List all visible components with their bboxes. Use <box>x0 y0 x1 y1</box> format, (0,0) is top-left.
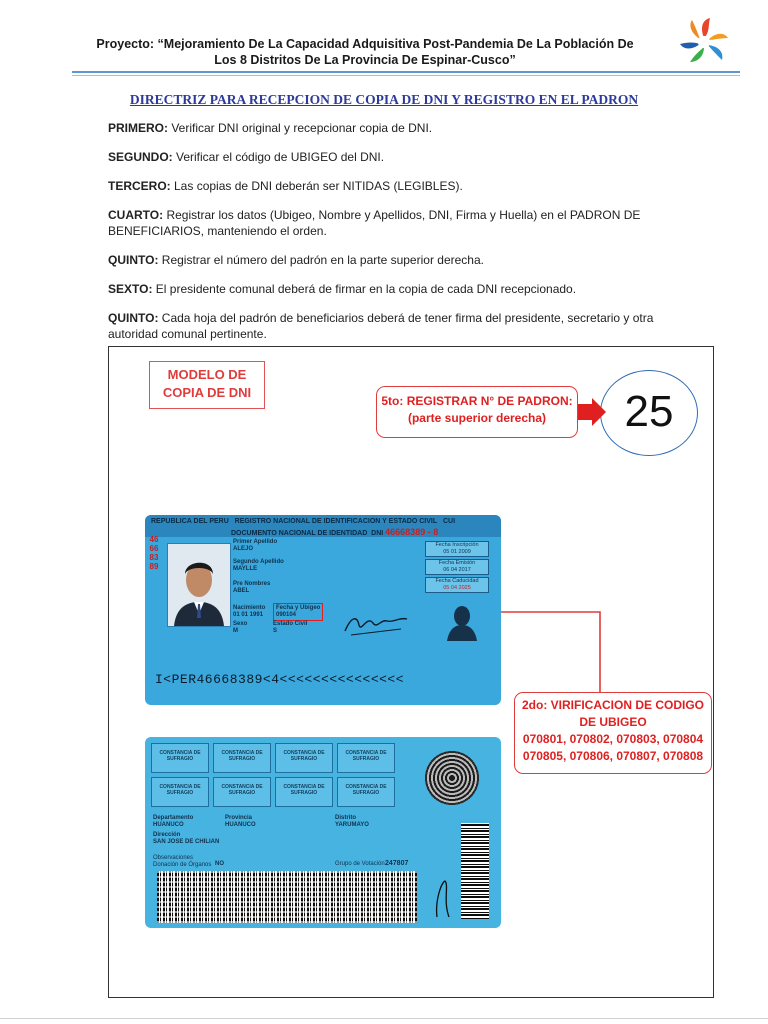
step-item <box>108 120 688 136</box>
ubigeo-value: 090104 <box>276 612 297 618</box>
dni-doc-name: DOCUMENTO NACIONAL DE IDENTIDAD <box>231 530 368 537</box>
padron-number: 25 <box>624 387 674 436</box>
dni-mrz <box>155 645 495 705</box>
observaciones-label: Observaciones <box>153 855 194 861</box>
distrito: YARUMAYO <box>335 822 369 828</box>
dni-country: REPUBLICA DEL PERU <box>151 518 229 525</box>
padron-callout-line2: (parte superior derecha) <box>407 411 547 425</box>
pdf417-barcode-icon <box>157 871 417 923</box>
vote-cell: CONSTANCIA DE SUFRAGIO <box>275 743 333 773</box>
project-title-line1: Proyecto: “Mejoramiento De La Capacidad Adquisitiva Post-Pandemia De La Población De <box>96 37 634 51</box>
departamento: HUANUCO <box>153 822 184 828</box>
segundo-apellido: MAYLLE <box>233 566 258 572</box>
donacion-label: Donación de Órganos <box>153 862 212 868</box>
step-item <box>108 178 688 194</box>
dni-front-card <box>145 515 501 705</box>
step-key: TERCERO: <box>108 179 171 193</box>
fingerprint-icon <box>421 745 483 811</box>
fecha-caducidad-box <box>425 577 489 593</box>
step-key: SEGUNDO: <box>108 150 173 164</box>
header-divider <box>72 71 740 73</box>
provincia: HUANUCO <box>225 822 256 828</box>
step-text: Las copias de DNI deberán ser NITIDAS (LEGIBLES). <box>170 179 463 193</box>
estado-civil: S <box>273 628 278 634</box>
nacimiento: 01 01 1991 <box>233 612 264 618</box>
project-logo-icon <box>672 14 736 70</box>
pre-nombres: ABEL <box>233 588 250 594</box>
ghost-photo-icon <box>445 603 479 641</box>
step-item <box>108 310 688 342</box>
grupo-label: Grupo de Votación <box>335 861 385 867</box>
project-title-line2: Los 8 Distritos De La Provincia De Espinar-Cusco” <box>214 53 516 67</box>
direccion-label: Dirección <box>153 832 181 838</box>
padron-callout <box>376 386 578 438</box>
dni-label: DNI <box>371 530 384 537</box>
pre-nombres-label: Pre Nombres <box>233 581 271 587</box>
fecha-inscripcion-box <box>425 541 489 557</box>
distrito-label: Distrito <box>335 815 356 821</box>
step-text: Verificar el código de UBIGEO del DNI. <box>172 150 385 164</box>
fecha-emision-label: Fecha Emisión <box>438 560 476 566</box>
model-label-line1: MODELO DE <box>167 367 247 382</box>
padron-callout-line1: 5to: REGISTRAR N° DE PADRON: <box>381 394 573 408</box>
step-key: SEXTO: <box>108 282 153 296</box>
vote-cell: CONSTANCIA DE SUFRAGIO <box>337 777 395 807</box>
dni-front-header <box>145 515 501 537</box>
vote-cell: CONSTANCIA DE SUFRAGIO <box>275 777 333 807</box>
step-text: Cada hoja del padrón de beneficiarios deberá de tener firma del presidente, secretario y otra autoridad comunal pertinente. <box>108 311 654 341</box>
primer-apellido: ALEJO <box>233 546 254 552</box>
dni-side-number: 46668389 <box>149 535 159 571</box>
vote-cell: CONSTANCIA DE SUFRAGIO <box>151 777 209 807</box>
departamento-label: Departamento <box>153 815 194 821</box>
estado-civil-label: Estado Civil <box>273 621 308 627</box>
fecha-emision-box <box>425 559 489 575</box>
ubigeo-callout-line4: 070805, 070806, 070807, 070808 <box>522 749 704 763</box>
provincia-label: Provincia <box>225 815 253 821</box>
direccion: SAN JOSE DE CHILIAN <box>153 839 220 845</box>
dni-number: 46668389 - 8 <box>385 527 439 537</box>
dni-photo <box>167 543 231 627</box>
step-key: PRIMERO: <box>108 121 168 135</box>
step-key: CUARTO: <box>108 208 164 222</box>
vote-stamp-grid <box>151 743 401 811</box>
fecha-caducidad-label: Fecha Caducidad <box>435 578 479 584</box>
vote-cell: CONSTANCIA DE SUFRAGIO <box>337 743 395 773</box>
ubigeo-label: Fecha y Ubigeo <box>276 605 321 611</box>
step-item <box>108 207 688 239</box>
fecha-inscripcion-label: Fecha Inscripción <box>435 542 479 548</box>
fecha-emision: 06 04 2017 <box>443 566 471 573</box>
primer-apellido-label: Primer Apellido <box>233 539 278 545</box>
person-photo-icon <box>168 544 230 626</box>
step-text: El presidente comunal deberá de firmar en la copia de cada DNI recepcionado. <box>152 282 577 296</box>
ubigeo-callout <box>514 692 712 774</box>
step-text: Registrar los datos (Ubigeo, Nombre y Apellidos, DNI, Firma y Huella) en el PADRON DE BENEFICIARIOS, manteniendo el orden. <box>108 208 641 238</box>
page-bottom-edge <box>0 1018 768 1019</box>
step-key: QUINTO: <box>108 253 159 267</box>
vote-cell: CONSTANCIA DE SUFRAGIO <box>213 743 271 773</box>
ubigeo-callout-line1: 2do: VIRIFICACION DE CODIGO <box>521 698 704 712</box>
step-item <box>108 149 688 165</box>
step-text: Registrar el número del padrón en la parte superior derecha. <box>158 253 484 267</box>
ubigeo-field <box>273 603 323 621</box>
directive-title: DIRECTRIZ PARA RECEPCION DE COPIA DE DNI Y REGISTRO EN EL PADRON <box>129 92 639 107</box>
dni-registry: REGISTRO NACIONAL DE IDENTIFICACION Y ESTADO CIVIL <box>234 518 438 525</box>
step-item <box>108 252 688 268</box>
segundo-apellido-label: Segundo Apellido <box>233 559 284 565</box>
step-key: QUINTO: <box>108 311 159 325</box>
back-signature-icon <box>431 877 455 921</box>
vote-cell: CONSTANCIA DE SUFRAGIO <box>151 743 209 773</box>
dni-cui-label: CUI <box>442 518 456 525</box>
vote-cell: CONSTANCIA DE SUFRAGIO <box>213 777 271 807</box>
signature-icon <box>341 611 411 639</box>
sexo-label: Sexo <box>233 621 248 627</box>
step-item <box>108 281 688 297</box>
mrz-line1: I<PER46668389<4<<<<<<<<<<<<<<< <box>155 672 405 687</box>
dni-back-card <box>145 737 501 928</box>
fecha-caducidad: 05 04 2025 <box>443 584 471 591</box>
fecha-inscripcion: 05 01 2009 <box>443 548 471 555</box>
donacion: NO <box>215 861 224 867</box>
ubigeo-callout-line3: 070801, 070802, 070803, 070804 <box>522 732 704 746</box>
model-label-box <box>149 361 265 409</box>
vertical-barcode-icon <box>461 823 489 919</box>
model-label-line2: COPIA DE DNI <box>162 385 252 400</box>
ubigeo-callout-line2: DE UBIGEO <box>579 715 647 729</box>
sexo: M <box>233 628 238 634</box>
nacimiento-label: Nacimiento <box>233 605 266 611</box>
steps-list <box>108 120 688 355</box>
padron-number-circle <box>600 370 698 456</box>
project-header <box>60 36 670 68</box>
header-divider-thin <box>72 75 740 76</box>
grupo: 247807 <box>385 860 409 867</box>
step-text: Verificar DNI original y recepcionar copia de DNI. <box>168 121 433 135</box>
